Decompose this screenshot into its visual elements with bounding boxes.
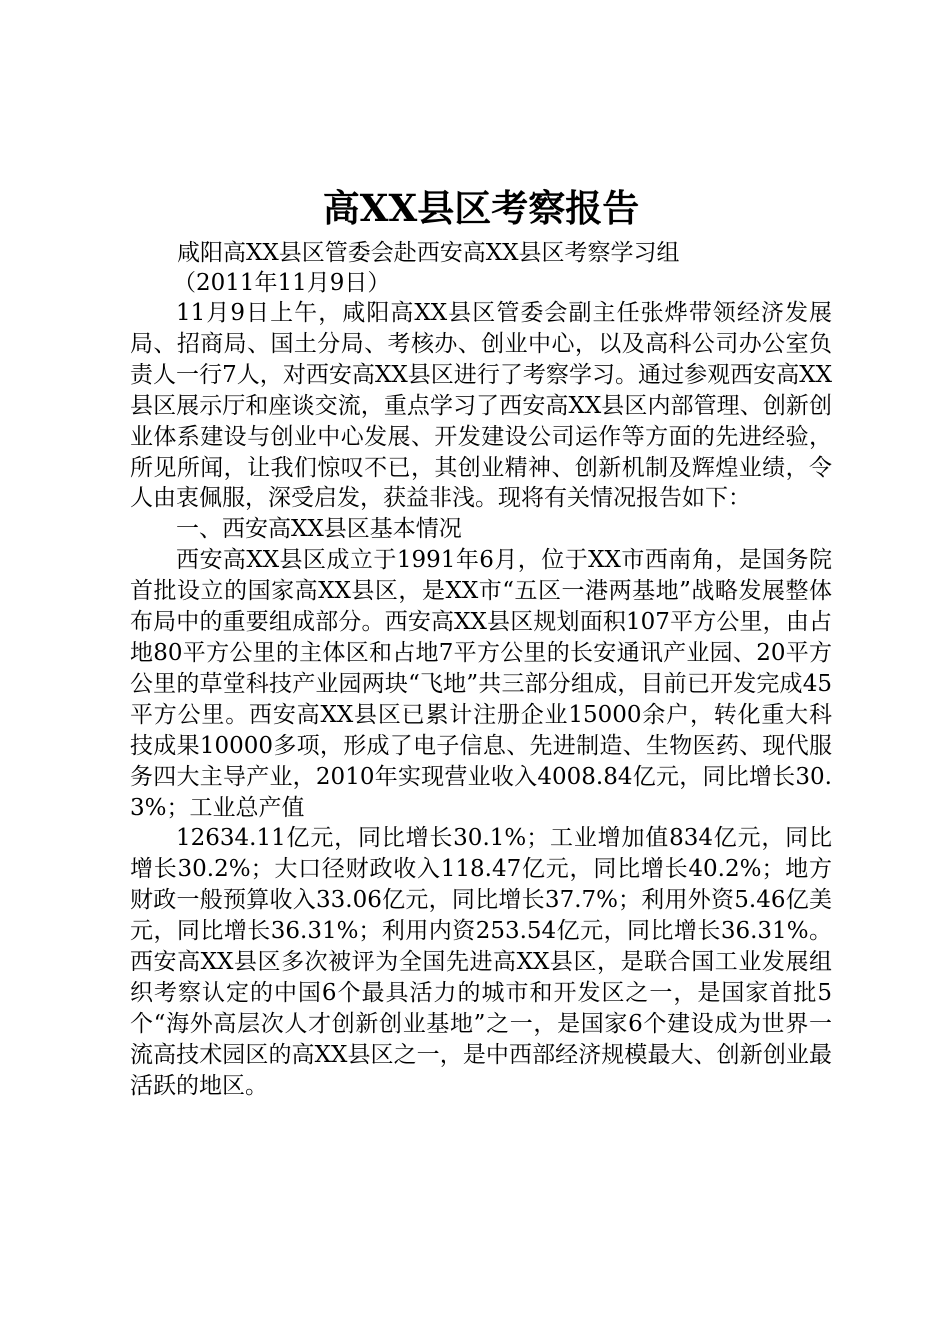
section-heading: 一、西安高XX县区基本情况: [176, 516, 462, 543]
document-title: 高XX县区考察报告: [322, 186, 640, 230]
document-page: [130, 178, 832, 1102]
section-paragraph: 西安高XX县区成立于1991年6月，位于XX市西南角，是国务院首批设立的国家高XX县区，是XX市“五区一港两基地”战略发展整体布局中的重要组成部分。西安高XX县区规划面积107平方公里，由占地80平方公里的主体区和占地7平方公里的长安通讯产业园、20平方公里的草堂科技产业园两块“飞地”共三部分组成，目前已开发完成45平方公里。西安高XX县区已累计注册企业15000余户，转化重大科技成果10000多项，形成了电子信息、先进制造、生物医药、现代服务四大主导产业，2010年实现营业收入4008.84亿元，同比增长30.3%；工业总产值: [130, 547, 832, 821]
document-subtitle: 咸阳高XX县区管委会赴西安高XX县区考察学习组: [177, 240, 680, 266]
section-paragraph: 12634.11亿元，同比增长30.1%；工业增加值834亿元，同比增长30.2%；大口径财政收入118.47亿元，同比增长40.2%；地方财政一般预算收入33.06亿元，同比增长37.7%；利用外资5.46亿美元，同比增长36.31%；利用内资253.54亿元，同比增长36.31%。西安高XX县区多次被评为全国先进高XX县区，是联合国工业发展组织考察认定的中国6个最具活力的城市和开发区之一，是国家首批5个“海外高层次人才创新创业基地”之一，是国家6个建设成为世界一流高技术园区的高XX县区之一，是中西部经济规模最大、创新创业最活跃的地区。: [130, 825, 832, 1099]
document-date: （2011年11月9日）: [173, 270, 391, 296]
intro-paragraph: 11月9日上午，咸阳高XX县区管委会副主任张烨带领经济发展局、招商局、国土分局、考核办、创业中心，以及高科公司办公室负责人一行7人，对西安高XX县区进行了考察学习。通过参观西安高XX县区展示厅和座谈交流，重点学习了西安高XX县区内部管理、创新创业体系建设与创业中心发展、开发建设公司运作等方面的先进经验，所见所闻，让我们惊叹不已，其创业精神、创新机制及辉煌业绩，令人由衷佩服，深受启发，获益非浅。现将有关情况报告如下：: [130, 300, 832, 512]
